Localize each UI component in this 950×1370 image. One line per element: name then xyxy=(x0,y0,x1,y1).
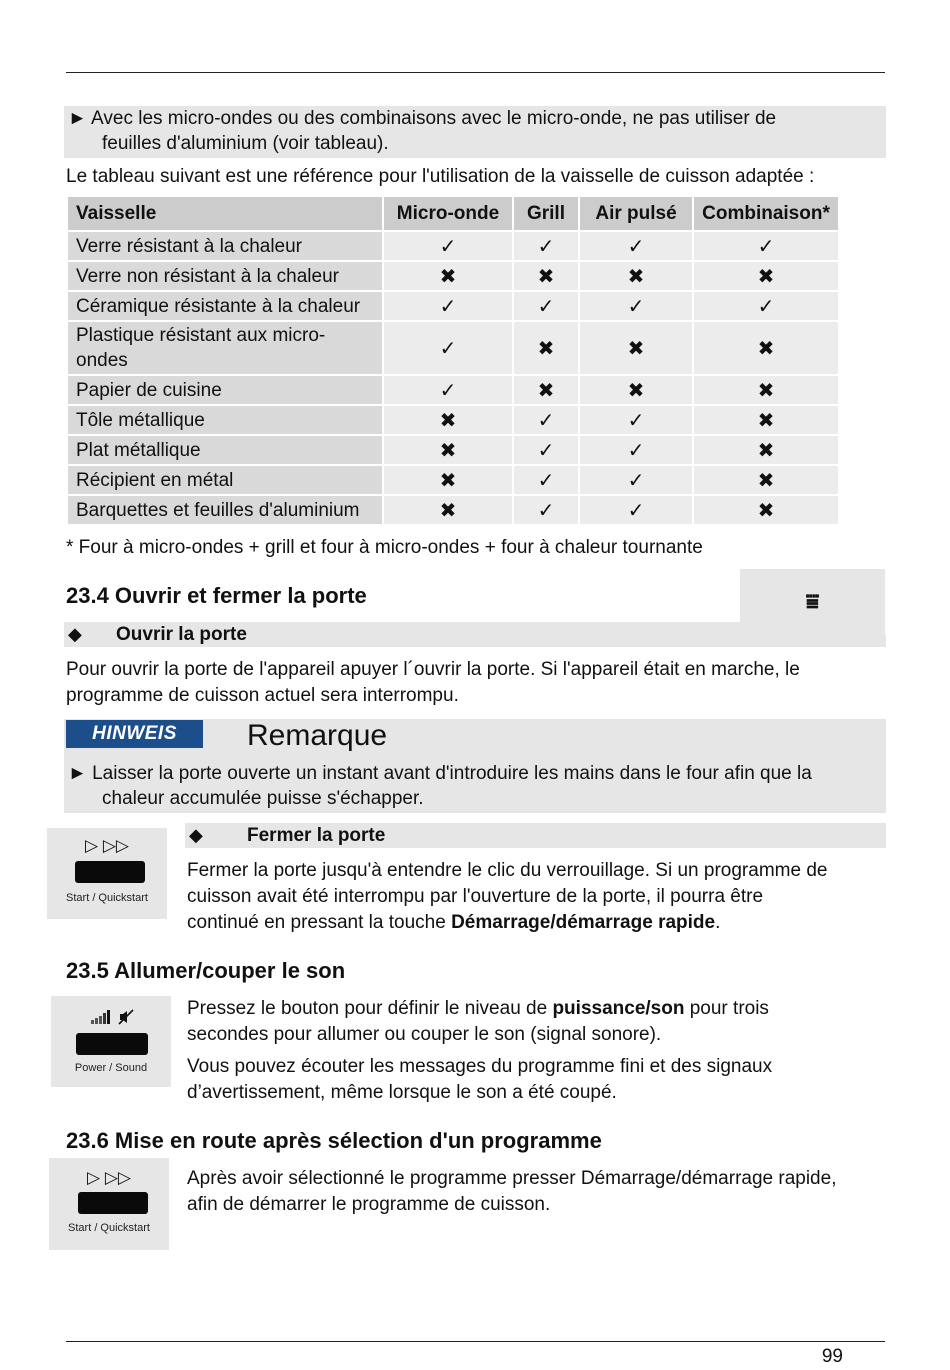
mark-cell: ✓ xyxy=(580,406,692,434)
mark-cell: ✖ xyxy=(580,376,692,404)
program-start-text-2: afin de démarrer le programme de cuisson. xyxy=(187,1194,551,1215)
mark-cell: ✓ xyxy=(580,436,692,464)
table-row: Céramique résistante à la chaleur ✓ ✓ ✓ ✓ xyxy=(68,292,838,320)
mark-cell: ✓ xyxy=(384,232,512,260)
mark-cell: ✖ xyxy=(580,322,692,374)
mark-cell: ✓ xyxy=(514,406,578,434)
mark-cell: ✖ xyxy=(514,322,578,374)
mark-cell: ✖ xyxy=(514,262,578,290)
table-intro: Le tableau suivant est une référence pour l'utilisation de la vaisselle de cuisson adaptée : xyxy=(66,166,815,187)
top-rule xyxy=(66,72,885,73)
door-key-image xyxy=(740,569,885,635)
mark-cell: ✓ xyxy=(514,496,578,524)
power-key-image xyxy=(51,996,171,1087)
mark-cell: ✓ xyxy=(384,292,512,320)
page-number: 99 xyxy=(821,1346,843,1367)
mark-cell: ✓ xyxy=(580,232,692,260)
sound-text-3: Vous pouvez écouter les messages du programme fini et des signaux xyxy=(187,1056,773,1077)
remark-title: Remarque xyxy=(247,719,388,752)
bottom-rule xyxy=(66,1341,885,1342)
remark-line-1: ► Laisser la porte ouverte un instant avant d'introduire les mains dans le four afin que la xyxy=(68,763,812,784)
sound-off-icon xyxy=(118,1009,134,1025)
close-door-heading: ◆ Fermer la porte xyxy=(189,825,386,846)
door-icon: ⩸ xyxy=(805,589,820,614)
mark-cell: ✓ xyxy=(514,292,578,320)
close-door-text-3: continué en pressant la touche Démarrage/démarrage rapide. xyxy=(187,912,721,933)
play-icon: ▷ ▷▷ xyxy=(87,1168,131,1187)
sound-text-1: Pressez le bouton pour définir le niveau de puissance/son pour trois xyxy=(187,998,769,1019)
table-row: Verre résistant à la chaleur ✓ ✓ ✓ ✓ xyxy=(68,232,838,260)
mark-cell: ✖ xyxy=(694,376,838,404)
diamond-icon: ◆ xyxy=(68,624,82,644)
close-door-text-1: Fermer la porte jusqu'à entendre le clic du verrouillage. Si un programme de xyxy=(187,860,828,881)
mark-cell: ✖ xyxy=(580,262,692,290)
table-row: Verre non résistant à la chaleur ✖ ✖ ✖ ✖ xyxy=(68,262,838,290)
mark-cell: ✓ xyxy=(694,232,838,260)
section-title-23-5: 23.5 Allumer/couper le son xyxy=(66,958,346,983)
close-door-text-2: cuisson avait été interrompu par l'ouverture de la porte, il pourra être xyxy=(187,886,764,907)
note-line-1: ► Avec les micro-ondes ou des combinaisons avec le micro-onde, ne pas utiliser de xyxy=(68,108,777,129)
note-line-2: feuilles d'aluminium (voir tableau). xyxy=(102,133,389,154)
mark-cell: ✓ xyxy=(514,436,578,464)
mark-cell: ✖ xyxy=(694,466,838,494)
arrow-icon: ► xyxy=(68,763,87,784)
col-grill: Grill xyxy=(514,197,578,230)
table-row: Plat métallique ✖ ✓ ✓ ✖ xyxy=(68,436,838,464)
cookware-table xyxy=(66,195,840,526)
mark-cell: ✓ xyxy=(694,292,838,320)
mark-cell: ✖ xyxy=(384,262,512,290)
section-title-23-4: 23.4 Ouvrir et fermer la porte xyxy=(66,583,367,608)
table-footnote: * Four à micro-ondes + grill et four à micro-ondes + four à chaleur tournante xyxy=(66,537,703,558)
mark-cell: ✖ xyxy=(384,406,512,434)
mark-cell: ✖ xyxy=(384,436,512,464)
mark-cell: ✓ xyxy=(580,496,692,524)
arrow-icon: ► xyxy=(68,108,87,129)
open-door-text-2: programme de cuisson actuel sera interrompu. xyxy=(66,685,459,706)
table-row: Plastique résistant aux micro- ondes ✓ ✖ ✖ ✖ xyxy=(68,322,838,374)
col-combinaison: Combinaison* xyxy=(694,197,838,230)
mark-cell: ✖ xyxy=(694,496,838,524)
mark-cell: ✓ xyxy=(514,466,578,494)
table-row: Papier de cuisine ✓ ✖ ✖ ✖ xyxy=(68,376,838,404)
mark-cell: ✖ xyxy=(694,406,838,434)
key-button xyxy=(75,861,145,883)
hinweis-badge: HINWEIS xyxy=(66,720,203,748)
col-vaisselle: Vaisselle xyxy=(68,197,382,230)
remark-line-2: chaleur accumulée puisse s'échapper. xyxy=(102,788,424,809)
mark-cell: ✓ xyxy=(580,292,692,320)
open-door-heading: ◆ Ouvrir la porte xyxy=(68,624,247,645)
table-row: Tôle métallique ✖ ✓ ✓ ✖ xyxy=(68,406,838,434)
mark-cell: ✖ xyxy=(694,436,838,464)
mark-cell: ✓ xyxy=(514,232,578,260)
mark-cell: ✖ xyxy=(384,466,512,494)
start-key-image-2 xyxy=(49,1158,169,1250)
power-level-icon xyxy=(91,1010,111,1024)
mark-cell: ✓ xyxy=(384,376,512,404)
start-key-image xyxy=(47,828,167,919)
mark-cell: ✖ xyxy=(694,322,838,374)
program-start-text-1: Après avoir sélectionné le programme presser Démarrage/démarrage rapide, xyxy=(187,1168,837,1189)
key-label: Power / Sound xyxy=(74,1062,148,1074)
mark-cell: ✖ xyxy=(384,496,512,524)
section-title-23-6: 23.6 Mise en route après sélection d'un programme xyxy=(66,1128,602,1153)
play-icon: ▷ ▷▷ xyxy=(85,836,129,855)
key-button xyxy=(76,1033,148,1055)
mark-cell: ✓ xyxy=(580,466,692,494)
col-micro-onde: Micro-onde xyxy=(384,197,512,230)
sound-text-2: secondes pour allumer ou couper le son (signal sonore). xyxy=(187,1024,662,1045)
mark-cell: ✖ xyxy=(694,262,838,290)
sound-text-4: d’avertissement, même lorsque le son a été coupé. xyxy=(187,1082,617,1103)
mark-cell: ✖ xyxy=(514,376,578,404)
key-label: Start / Quickstart xyxy=(66,892,148,904)
key-button xyxy=(78,1192,148,1214)
table-row: Récipient en métal ✖ ✓ ✓ ✖ xyxy=(68,466,838,494)
col-air-pulse: Air pulsé xyxy=(580,197,692,230)
table-header-row xyxy=(68,197,838,230)
key-label: Start / Quickstart xyxy=(68,1222,150,1234)
mark-cell: ✓ xyxy=(384,322,512,374)
table-row: Barquettes et feuilles d'aluminium ✖ ✓ ✓ ✖ xyxy=(68,496,838,524)
diamond-icon: ◆ xyxy=(189,825,203,845)
open-door-text-1: Pour ouvrir la porte de l'appareil apuyer l´ouvrir la porte. Si l'appareil était en marche, le xyxy=(66,659,800,680)
